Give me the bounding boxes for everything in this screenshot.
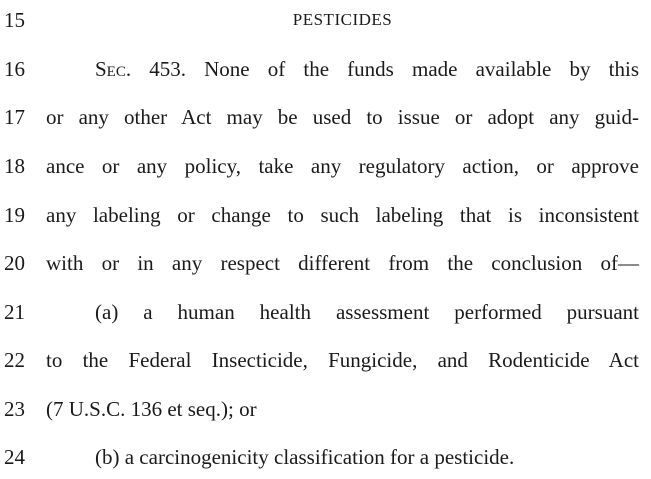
line-number: 23: [4, 397, 25, 421]
line-text: (7 U.S.C. 136 et seq.); or: [46, 397, 257, 421]
line-number: 22: [4, 348, 25, 372]
line-number: 17: [4, 105, 25, 129]
section-heading: PESTICIDES: [292, 10, 393, 29]
line-text-body: 453. None of the funds made available by this: [131, 57, 639, 81]
line-number: 21: [4, 300, 25, 324]
section-label: Sec.: [95, 57, 132, 81]
line-text: [95, 49, 639, 89]
line-text: to the Federal Insecticide, Fungicide, and Rodenticide Act: [46, 348, 639, 372]
line-22: [0, 340, 651, 380]
line-19: [0, 195, 651, 235]
line-21: [0, 292, 651, 332]
line-number: 24: [4, 445, 25, 469]
line-text: (a) a human health assessment performed pursuant: [95, 300, 639, 324]
line-number: 15: [4, 8, 25, 32]
line-18: [0, 146, 651, 186]
line-text: (b) a carcinogenicity classification for a pesticide.: [95, 445, 515, 469]
line-text: any labeling or change to such labeling that is inconsistent: [46, 203, 639, 227]
line-number: 19: [4, 203, 25, 227]
line-17: [0, 97, 651, 137]
line-number: 20: [4, 251, 25, 275]
line-text: with or in any respect different from the conclusion of—: [46, 251, 639, 275]
line-24: [0, 437, 651, 477]
line-23: [0, 389, 651, 429]
line-16: [0, 49, 651, 89]
line-text: ance or any policy, take any regulatory action, or approve: [46, 154, 639, 178]
line-number: 18: [4, 154, 25, 178]
line-15: [0, 0, 651, 40]
line-number: 16: [4, 57, 25, 81]
line-20: [0, 243, 651, 283]
line-text: or any other Act may be used to issue or adopt any guid-: [46, 105, 639, 129]
